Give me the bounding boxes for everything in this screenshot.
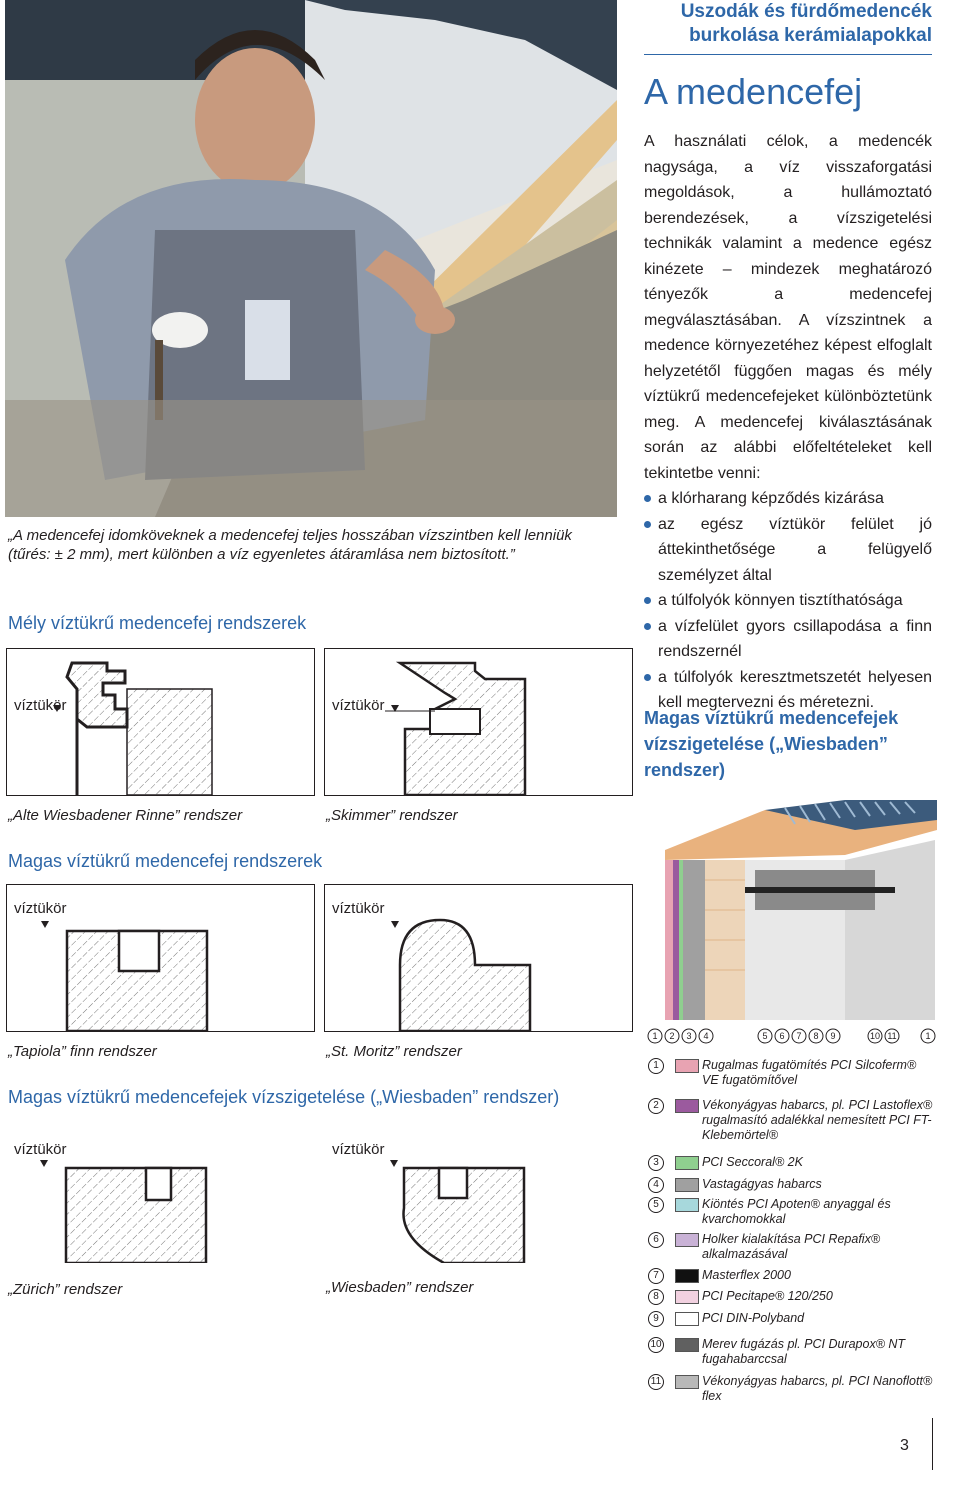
legend-number: 10 — [648, 1337, 664, 1353]
insulation-section-heading: Magas víztükrű medencefejek vízszigetelése („Wiesbaden” rendszer) — [8, 1087, 560, 1107]
legend-text: Vastagágyas habarcs — [702, 1177, 822, 1191]
legend-item — [645, 1311, 935, 1326]
legend-number: 7 — [648, 1268, 664, 1284]
legend-text: Merev fugázás pl. PCI Durapox® NT fugahabarccsal — [702, 1337, 906, 1366]
legend-number: 2 — [648, 1098, 664, 1114]
wiesbaden-cross-section-illustration — [645, 800, 937, 1020]
legend-item — [645, 1374, 935, 1404]
high-right-waterline-label: víztükör — [332, 900, 385, 917]
skimmer-caption: „Skimmer” rendszer — [326, 807, 458, 824]
illustration-number: 6 — [779, 1031, 785, 1041]
legend-item — [645, 1177, 935, 1192]
page-number: 3 — [900, 1437, 909, 1454]
legend-text: Kiöntés PCI Apoten® anyaggal és kvarchomokkal — [702, 1197, 891, 1226]
legend-swatch — [675, 1338, 699, 1352]
legend-swatch — [675, 1198, 699, 1212]
legend-number: 3 — [648, 1155, 664, 1171]
illustration-number: 1 — [925, 1031, 931, 1041]
illustration-number: 8 — [813, 1031, 819, 1041]
running-header — [681, 0, 932, 48]
deep-section-heading: Mély víztükrű medencefej rendszerek — [8, 613, 307, 633]
legend-text: Rugalmas fugatömítés PCI Silcoferm® VE fugatömítővel — [702, 1058, 917, 1087]
legend-number: 6 — [648, 1232, 664, 1248]
illustration-number: 9 — [830, 1031, 836, 1041]
requirement-item: a vízfelület gyors csillapodása a finn rendszernél — [644, 614, 932, 665]
body-paragraph: A használati célok, a medencék nagysága, a víz visszaforgatási megoldások, a hullámoztató berendezések, a vízszigetelési technikák valamint a medence egész kinézete – mindezek meghatározó tényezők a medencefej megválasztásában. A vízszintnek a medence környezetéhez képest elfoglalt helyzetétől függően magas és mély víztükrű medencefejeket különböztetünk meg. A medencefej kiválasztásának során az alábbi előfeltételeket kell tekintetbe venni: — [644, 133, 932, 482]
legend-item — [645, 1058, 935, 1088]
legend-text: Vékonyágyas habarcs, pl. PCI Nanoflott® flex — [702, 1374, 933, 1403]
deep-left-waterline-label: víztükör — [14, 697, 67, 714]
st-moritz-caption: „St. Moritz” rendszer — [326, 1043, 462, 1060]
illustration-number: 2 — [669, 1031, 675, 1041]
legend-item — [645, 1197, 935, 1227]
requirement-item: a klórharang képződés kizárása — [644, 486, 932, 512]
legend-number: 9 — [648, 1311, 664, 1327]
body-text — [644, 129, 932, 716]
legend-item — [645, 1289, 935, 1304]
header-divider — [644, 54, 932, 55]
page-number-divider — [932, 1418, 933, 1470]
insulation-left-waterline-label: víztükör — [14, 1141, 67, 1158]
illustration-number: 1 — [652, 1031, 658, 1041]
legend-item — [645, 1232, 935, 1262]
illustration-number: 3 — [686, 1031, 692, 1041]
legend-swatch — [675, 1375, 699, 1389]
skimmer-diagram — [324, 648, 633, 796]
requirement-item: az egész víztükör felület jó áttekinthetősége a felügyelő személyzet által — [644, 512, 932, 589]
legend-item — [645, 1268, 935, 1283]
illustration-number: 10 — [869, 1031, 881, 1041]
tapiola-caption: „Tapiola” finn rendszer — [8, 1043, 157, 1060]
legend-item — [645, 1155, 935, 1170]
legend-item — [645, 1337, 935, 1367]
alte-wiesbadener-caption: „Alte Wiesbadener Rinne” rendszer — [8, 807, 243, 824]
legend-swatch — [675, 1290, 699, 1304]
legend-number: 8 — [648, 1289, 664, 1305]
legend-text: PCI Seccoral® 2K — [702, 1155, 803, 1169]
requirement-item: a túlfolyók keresztmetszetét helyesen kell megtervezni és méretezni. — [644, 665, 932, 716]
legend-text: PCI DIN-Polyband — [702, 1311, 805, 1325]
illustration-number: 4 — [703, 1031, 709, 1041]
legend-number: 5 — [648, 1197, 664, 1213]
legend-swatch — [675, 1156, 699, 1170]
legend-text: Vékonyágyas habarcs, pl. PCI Lastoflex® rugalmasító adalékkal nemesített PCI FT-Klebemörtel® — [702, 1098, 933, 1142]
legend-swatch — [675, 1059, 699, 1073]
legend-text: Holker kialakítása PCI Repafix® alkalmazásával — [702, 1232, 881, 1261]
illustration-number: 11 — [887, 1031, 897, 1041]
deep-right-waterline-label: víztükör — [332, 697, 385, 714]
insulation-right-waterline-label: víztükör — [332, 1141, 385, 1158]
legend-swatch — [675, 1269, 699, 1283]
legend-swatch — [675, 1178, 699, 1192]
worker-photo — [5, 0, 617, 517]
alte-wiesbadener-diagram — [6, 648, 315, 796]
photo-caption: „A medencefej idomköveknek a medencefej teljes hosszában vízszintben kell lenniük (tűrés: ± 2 mm), mert különben a víz egyenletes átáramlása nem biztosított.” — [8, 527, 572, 563]
legend-number: 4 — [648, 1177, 664, 1193]
legend-number: 11 — [648, 1374, 664, 1390]
high-left-waterline-label: víztükör — [14, 900, 67, 917]
illustration-number: 5 — [762, 1031, 768, 1041]
requirements-list — [644, 486, 932, 716]
illustration-number: 7 — [796, 1031, 802, 1041]
running-header-line-1: Uszodák és fürdőmedencék — [680, 1, 932, 22]
legend-swatch — [675, 1312, 699, 1326]
running-header-line-2: burkolása kerámialapokkal — [689, 25, 932, 46]
legend-text: Masterflex 2000 — [702, 1268, 791, 1282]
insulation-subheading: Magas víztükrű medencefejek vízszigetelése („Wiesbaden” rendszer) — [644, 708, 899, 780]
zurich-caption: „Zürich” rendszer — [8, 1281, 123, 1298]
high-section-heading: Magas víztükrű medencefej rendszerek — [8, 851, 323, 871]
legend-swatch — [675, 1233, 699, 1247]
legend-number: 1 — [648, 1058, 664, 1074]
requirement-item: a túlfolyók könnyen tisztíthatósága — [644, 588, 932, 614]
legend-swatch — [675, 1099, 699, 1113]
illustration-number-row — [645, 1025, 937, 1047]
wiesbaden-caption: „Wiesbaden” rendszer — [326, 1279, 474, 1296]
page-title: A medencefej — [644, 71, 863, 112]
legend-item — [645, 1098, 935, 1143]
legend-text: PCI Pecitape® 120/250 — [702, 1289, 833, 1303]
